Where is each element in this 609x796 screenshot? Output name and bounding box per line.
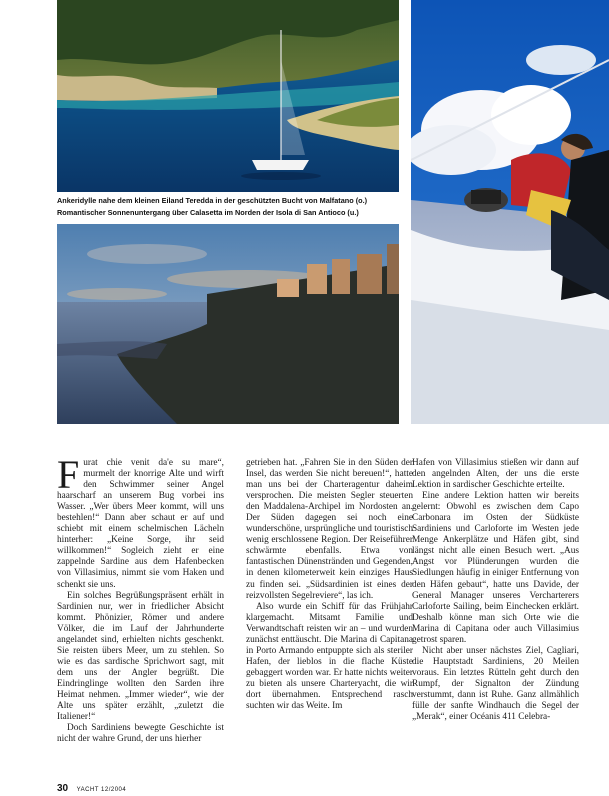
drop-cap: F (57, 452, 80, 497)
caption-bottom: Romantischer Sonnenuntergang über Calasetta im Norden der Isola di San Antioco (u.) (57, 208, 359, 217)
article-paragraph: Ein solches Begrüßungspräsent erhält in Sardinien nur, wer in friedlicher Absicht kommt. Phönizier, Römer und andere Völker, die im Lauf der Jahrhunderte angelandet sind, erhielten nichts geschenkt. Sie reisten übers Meer, um zu stehlen. So wie es das sardische Sprichwort sagt, mit dem uns der Angler begrüßt. Die Eindringlinge wollten den Sarden ihre Heimat nehmen. „Immer wieder“, wie der Alte uns später erzählt, „zuletzt die Italiener!“ (57, 590, 224, 723)
page-number: 30 (57, 783, 69, 794)
article-paragraph: getrieben hat. „Fahren Sie in den Süden der Insel, das werden Sie nicht bereuen!“, hatte man uns bei der Charteragentur daheim versprochen. Die meisten Segler steuerten den Maddalena-Archipel im Nordosten an. Der Süden dagegen sei noch eine wunderschöne, ursprüngliche und touristisch wenig erschlossene Region. Der Reiseführer schwärmte ebenfalls. Etwa von fantastischen Dünenstränden und Gegenden, in denen kilometerweit kein einziges Haus zu finden sei. „Südsardinien ist eines der reizvollsten Segelreviere“, las ich. (246, 458, 413, 601)
article-paragraph: Doch Sardiniens bewegte Geschichte ist nicht der wahre Grund, der uns hierher (57, 723, 224, 745)
article-column-2 (246, 458, 413, 712)
photo-anchored-yacht-bay (57, 0, 399, 192)
article-paragraph: Also wurde ein Schiff für das Frühjahr klargemacht. Mitsamt Familie und Verwandtschaft reisten wir an – und wurden zunächst enttäuscht. Die Marina di Capitana in Porto Armando entpuppte sich als steriler Hafen, der lieblos in die flache Küste gebaggert worden war. Er hatte nichts weiter zu bieten als unsere Charteryacht, die wir dort übernahmen. Entsprechend rasch suchten wir das Weite. Im (246, 601, 413, 712)
article-paragraph: Hafen von Villasimius stießen wir dann auf den angelnden Alten, der uns die erste Lektion in sardischer Geschichte erteilte. (412, 458, 579, 491)
caption-top: Ankeridylle nahe dem kleinen Eiland Teredda in der geschützten Bucht von Malfatano (o.) (57, 196, 368, 205)
magazine-issue: YACHT 12/2004 (76, 787, 127, 793)
article-column-3 (412, 458, 579, 723)
article-column-1 (57, 452, 224, 745)
photo-captions (57, 195, 402, 219)
article-paragraph (57, 452, 224, 591)
article-paragraph: Nicht aber unser nächstes Ziel, Cagliari, die Hauptstadt Sardiniens, 20 Meilen voraus. Ein letztes Rütteln geht durch den Rumpf, der Signalton der Zündung verstummt, dann ist Ruhe. Ganz allmählich fülle der sanfte Windhauch die Segel der „Merak“, einer Océanis 411 Celebra- (412, 645, 579, 723)
photo-crew-at-winch (411, 0, 609, 424)
paragraph-text: urat chie venit da'e su mare“, murmelt der knorrige Alte und wirft den Schwimmer seiner Angel haarscharf an unserem Bug vorbei ins Wasser. „Wer übers Meer kommt, will uns bestehlen!“ Dann aber schaut er auf und schiebt mit einem schelmischen Lächeln hinterher: „Keine Sorge, ihr seid willkommen!“ Sogleich zieht er eine zappelnde Sardine aus dem Hafenbecken von Villasimius, nimmt sie vom Haken und schenkt sie uns. (57, 458, 224, 590)
page-footer (57, 778, 126, 796)
article-paragraph: Eine andere Lektion hatten wir bereits gelernt: Obwohl es zwischen dem Capo Carbonara im Osten der Südküste Sardiniens und Carloforte im Westen jede Menge Ankerplätze und Häfen gibt, sind längst nicht alle einen Besuch wert. „Aus Angst vor Plünderungen wurden die Siedlungen häufig in einiger Entfernung von den Häfen gebaut“, hatte uns Davide, der General Manager unseres Vercharterers Carloforte Sailing, beim Einchecken erklärt. Deshalb könne man sich Orte wie die Marina di Capitana oder auch Villasimius getrost sparen. (412, 491, 579, 645)
photo-sunset-calasetta (57, 224, 399, 424)
